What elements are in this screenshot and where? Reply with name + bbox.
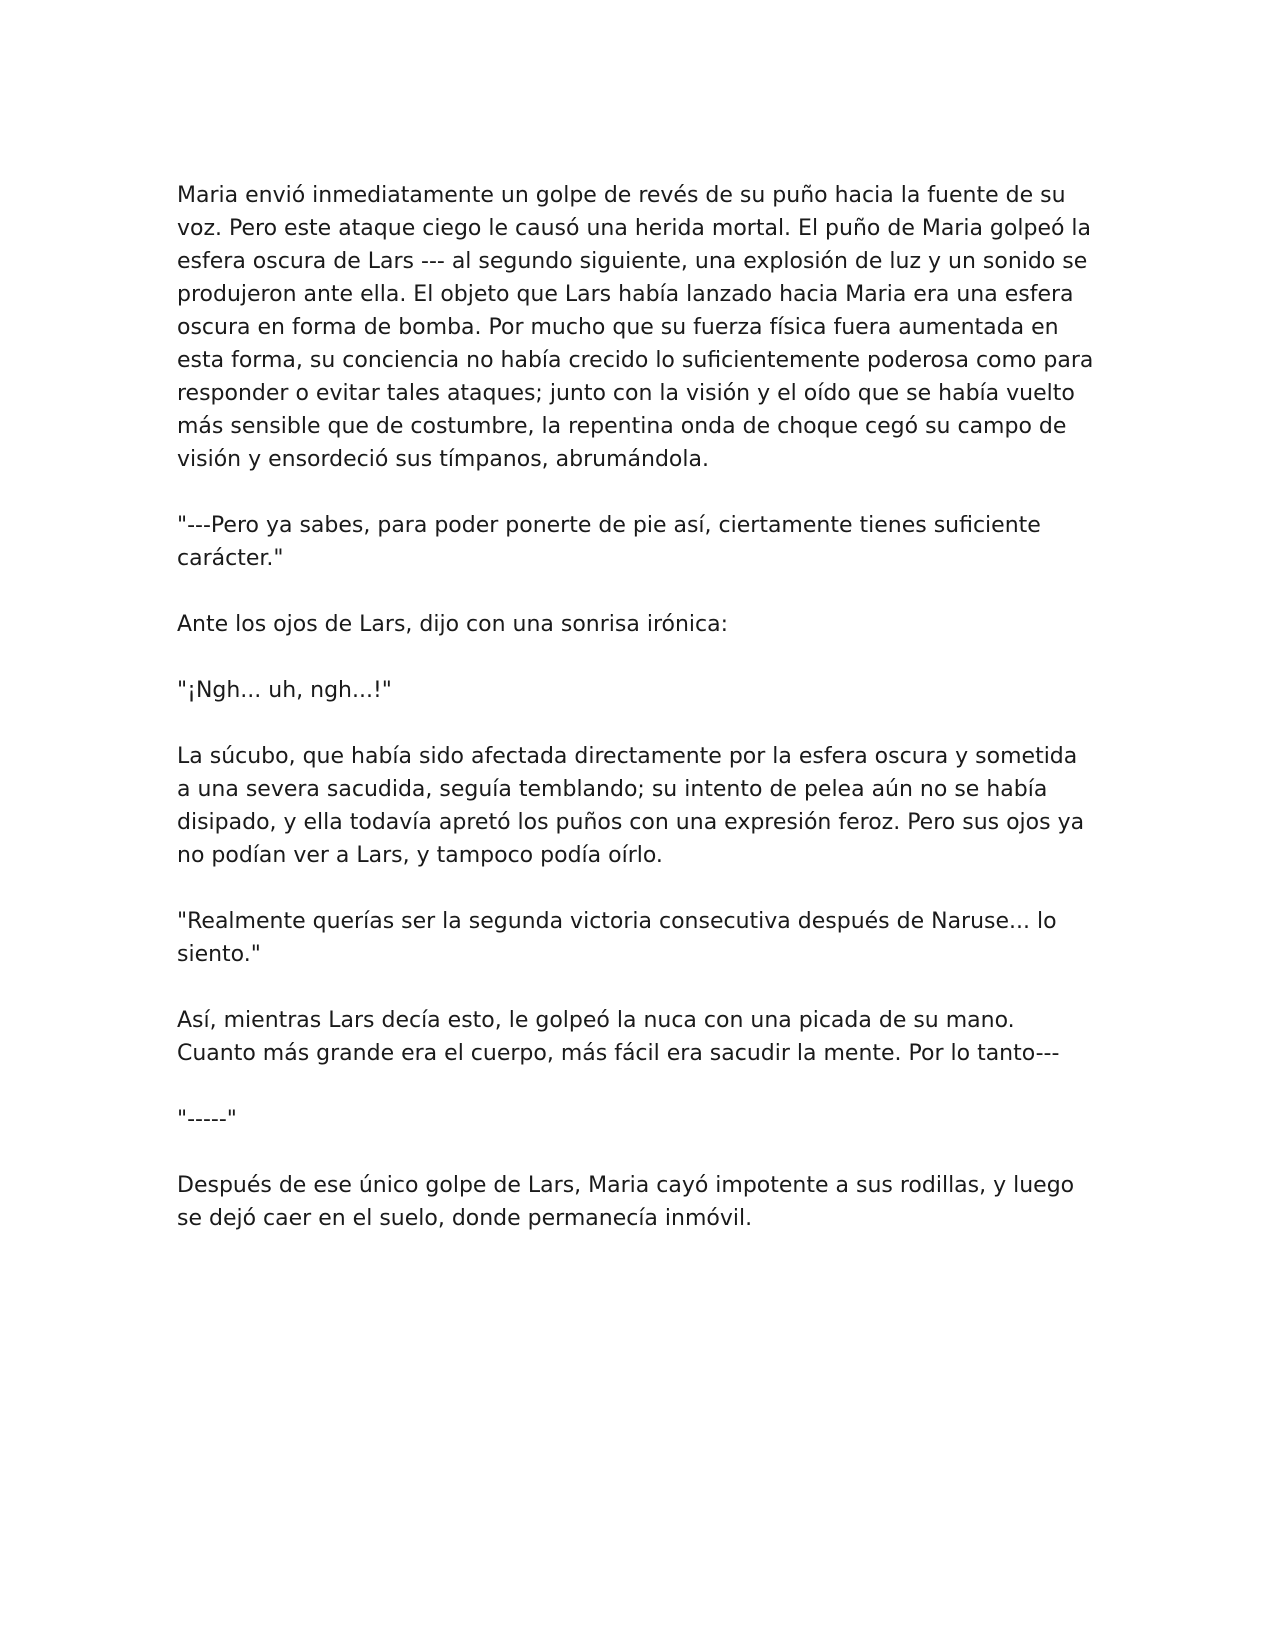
paragraph-7: Así, mientras Lars decía esto, le golpeó la nuca con una picada de su mano. Cuanto más grande era el cuerpo, más fácil era sacudir la mente. Por lo tanto--- [177,1008,1060,1066]
paragraph-1: Maria envió inmediatamente un golpe de revés de su puño hacia la fuente de su voz. Pero este ataque ciego le causó una herida mortal. El puño de Maria golpeó la esfera oscura de Lars --- al segundo siguiente, una explosión de luz y un sonido se produjeron ante ella. El objeto que Lars había lanzado hacia Maria era una esfera oscura en forma de bomba. Por mucho que su fuerza física fuera aumentada en esta forma, su conciencia no había crecido lo suficientemente poderosa como para responder o evitar tales ataques; junto con la visión y el oído que se había vuelto más sensible que de costumbre, la repentina onda de choque cegó su campo de visión y ensordeció sus tímpanos, abrumándola. [177,183,1094,472]
paragraph-8: "-----" [177,1107,237,1132]
paragraph-5: La súcubo, que había sido afectada directamente por la esfera oscura y sometida a una severa sacudida, seguía temblando; su intento de pelea aún no se había disipado, y ella todavía apretó los puños con una expresión feroz. Pero sus ojos ya no podían ver a Lars, y tampoco podía oírlo. [177,744,1085,868]
paragraph-9: Después de ese único golpe de Lars, Maria cayó impotente a sus rodillas, y luego se dejó caer en el suelo, donde permanecía inmóvil. [177,1173,1075,1231]
paragraph-4: "¡Ngh... uh, ngh...!" [177,678,392,703]
document-body [177,179,1097,1268]
paragraph-6: "Realmente querías ser la segunda victoria consecutiva después de Naruse... lo siento." [177,909,1057,967]
paragraph-2: "---Pero ya sabes, para poder ponerte de pie así, ciertamente tienes suficiente carácter." [177,513,1041,571]
paragraph-3: Ante los ojos de Lars, dijo con una sonrisa irónica: [177,612,729,637]
